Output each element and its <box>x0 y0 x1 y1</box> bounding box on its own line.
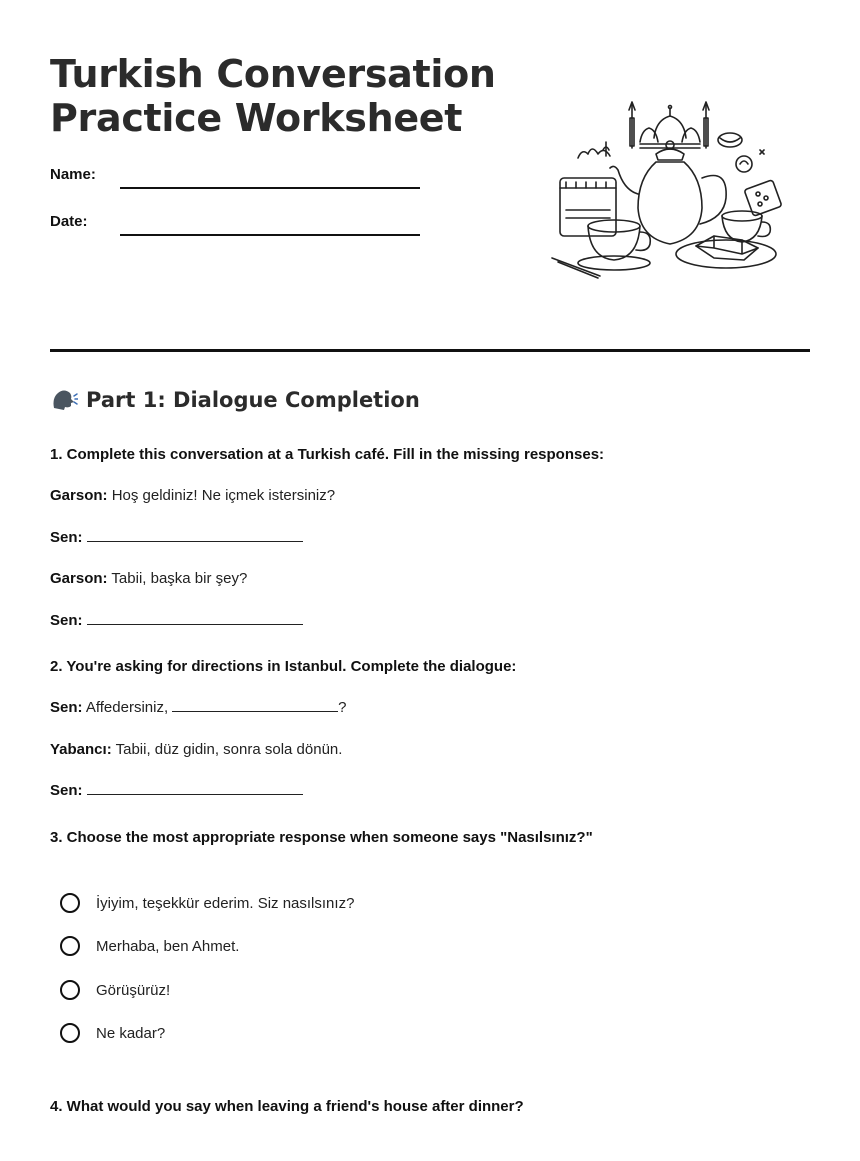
option-item[interactable] <box>60 980 170 1000</box>
question-4-prompt: 4. What would you say when leaving a friend's house after dinner? <box>50 1098 524 1115</box>
lantern-icon <box>560 142 616 236</box>
date-label: Date: <box>50 213 88 230</box>
name-field[interactable] <box>120 187 420 189</box>
question-1-prompt: 1. Complete this conversation at a Turkish café. Fill in the missing responses: <box>50 446 605 463</box>
answer-blank[interactable] <box>87 529 303 542</box>
option-item[interactable] <box>60 936 239 956</box>
speaker-label: Yabancı: <box>50 741 112 758</box>
turkish-tea-illustration <box>548 98 788 284</box>
dialogue-line <box>50 487 335 504</box>
option-label: Ne kadar? <box>96 1024 166 1042</box>
answer-blank[interactable] <box>87 612 303 625</box>
tea-cup-icon <box>552 220 650 278</box>
radio-button[interactable] <box>60 936 80 956</box>
date-field[interactable] <box>120 234 420 236</box>
page-title <box>50 52 496 140</box>
option-label: Görüşürüz! <box>96 981 171 999</box>
radio-button[interactable] <box>60 980 80 1000</box>
radio-button[interactable] <box>60 1023 80 1043</box>
answer-blank[interactable] <box>87 782 303 795</box>
question-2-prompt: 2. You're asking for directions in Istanbul. Complete the dialogue: <box>50 658 517 675</box>
option-label: İyiyim, teşekkür ederim. Siz nasılsınız? <box>96 894 355 912</box>
speaking-head-icon <box>50 388 78 412</box>
dialogue-line <box>50 699 346 716</box>
option-label: Merhaba, ben Ahmet. <box>96 937 240 955</box>
dialogue-text: Tabii, başka bir şey? <box>111 570 248 587</box>
dialogue-line <box>50 570 247 587</box>
sweets-icon <box>718 133 782 216</box>
dialogue-text-end: ? <box>338 699 347 716</box>
option-item[interactable] <box>60 893 354 913</box>
speaker-label: Garson: <box>50 487 108 504</box>
option-item[interactable] <box>60 1023 165 1043</box>
question-3-prompt: 3. Choose the most appropriate response when someone says "Nasılsınız?" <box>50 829 593 846</box>
speaker-label: Sen: <box>50 529 83 546</box>
dialogue-line <box>50 612 303 629</box>
radio-button[interactable] <box>60 893 80 913</box>
dialogue-text: Tabii, düz gidin, sonra sola dönün. <box>115 741 343 758</box>
speaker-label: Sen: <box>50 782 83 799</box>
title-line-1: Turkish Conversation <box>50 52 496 96</box>
teapot-icon <box>610 141 726 244</box>
speaker-label: Sen: <box>50 612 83 629</box>
speaker-label: Garson: <box>50 570 108 587</box>
baklava-plate-icon <box>676 236 776 268</box>
dialogue-text: Affedersiniz, <box>85 699 169 716</box>
dialogue-line <box>50 741 342 758</box>
dialogue-line <box>50 529 303 546</box>
right-cup-icon <box>722 211 770 242</box>
section-title-text: Part 1: Dialogue Completion <box>86 388 420 412</box>
title-line-2: Practice Worksheet <box>50 96 463 140</box>
section-title <box>50 388 420 412</box>
dialogue-text: Hoş geldiniz! Ne içmek istersiniz? <box>111 487 336 504</box>
answer-blank[interactable] <box>172 699 338 712</box>
divider <box>50 349 810 352</box>
name-label: Name: <box>50 166 96 183</box>
speaker-label: Sen: <box>50 699 83 716</box>
dialogue-line <box>50 782 303 799</box>
